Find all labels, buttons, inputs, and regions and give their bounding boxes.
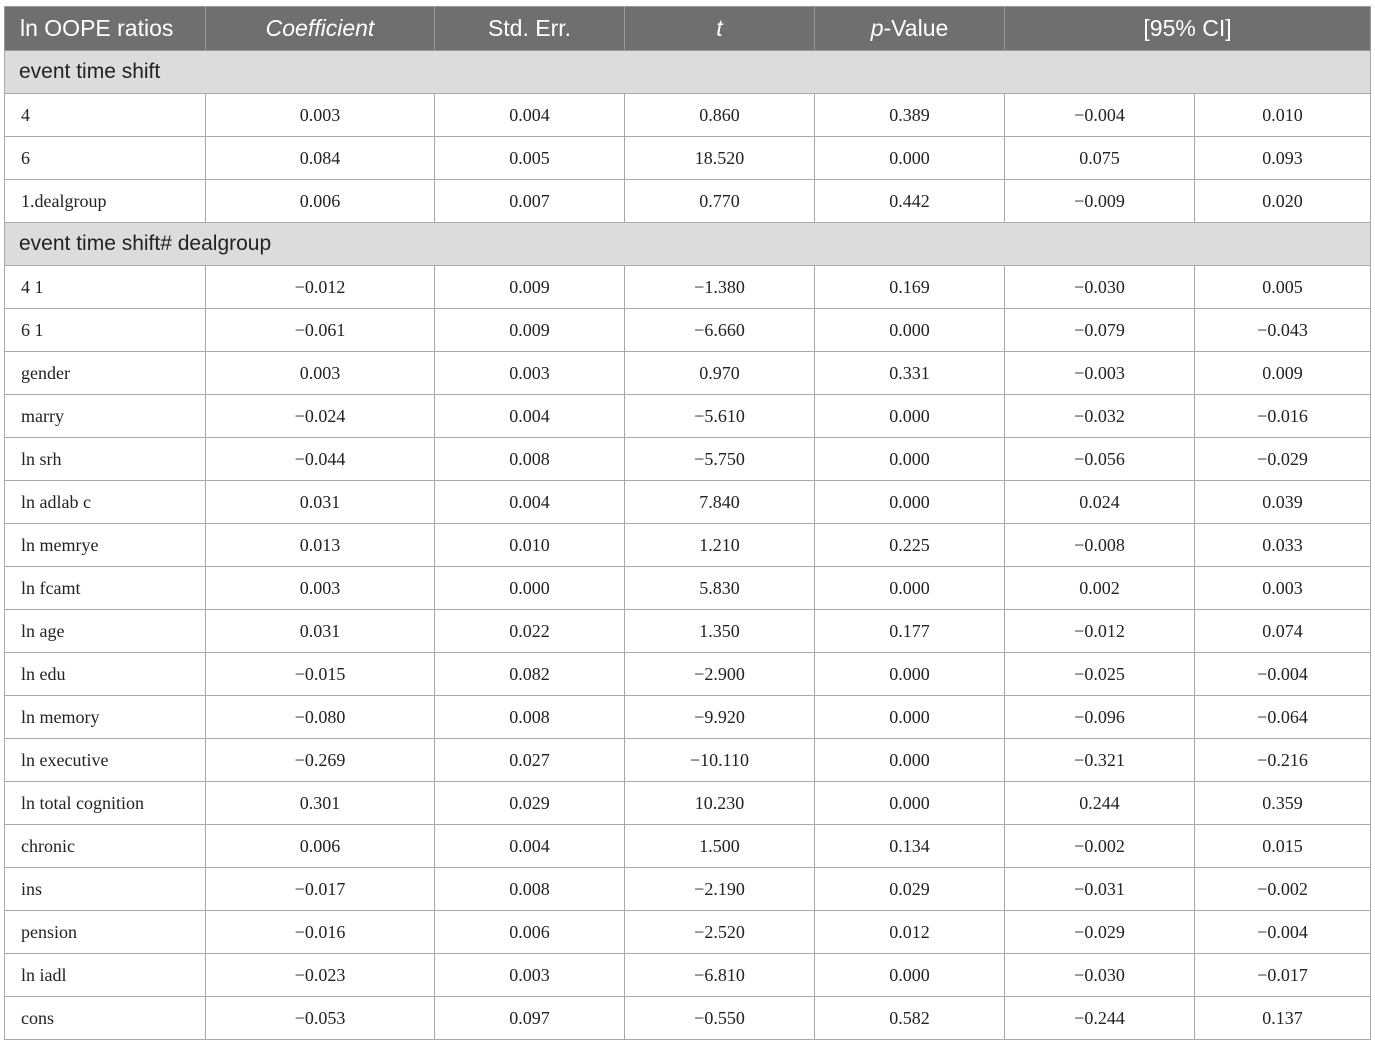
ci-high-cell: 0.015 bbox=[1195, 825, 1371, 868]
t-cell: −2.520 bbox=[625, 911, 815, 954]
p-value-cell: 0.000 bbox=[815, 481, 1005, 524]
ci-high-cell: 0.005 bbox=[1195, 266, 1371, 309]
ci-low-cell: −0.244 bbox=[1005, 997, 1195, 1040]
p-value-cell: 0.169 bbox=[815, 266, 1005, 309]
table-row bbox=[5, 180, 1371, 223]
ci-high-cell: 0.033 bbox=[1195, 524, 1371, 567]
coefficient-cell: 0.084 bbox=[206, 137, 435, 180]
std-err-cell: 0.008 bbox=[435, 868, 625, 911]
ci-high-cell: −0.216 bbox=[1195, 739, 1371, 782]
ci-low-cell: −0.002 bbox=[1005, 825, 1195, 868]
p-value-cell: 0.000 bbox=[815, 696, 1005, 739]
std-err-cell: 0.008 bbox=[435, 438, 625, 481]
std-err-cell: 0.004 bbox=[435, 395, 625, 438]
ci-high-cell: −0.043 bbox=[1195, 309, 1371, 352]
p-value-cell: 0.000 bbox=[815, 567, 1005, 610]
p-value-cell: 0.177 bbox=[815, 610, 1005, 653]
section-header-row bbox=[5, 223, 1371, 266]
coefficient-cell: −0.053 bbox=[206, 997, 435, 1040]
std-err-cell: 0.003 bbox=[435, 954, 625, 997]
t-cell: −6.660 bbox=[625, 309, 815, 352]
table-row bbox=[5, 438, 1371, 481]
t-cell: 0.970 bbox=[625, 352, 815, 395]
coefficient-cell: −0.024 bbox=[206, 395, 435, 438]
p-value-cell: 0.000 bbox=[815, 309, 1005, 352]
coefficient-cell: 0.006 bbox=[206, 825, 435, 868]
ci-low-cell: −0.079 bbox=[1005, 309, 1195, 352]
p-value-cell: 0.442 bbox=[815, 180, 1005, 223]
p-value-cell: 0.389 bbox=[815, 94, 1005, 137]
ci-high-cell: 0.003 bbox=[1195, 567, 1371, 610]
t-cell: 1.210 bbox=[625, 524, 815, 567]
std-err-cell: 0.004 bbox=[435, 825, 625, 868]
std-err-cell: 0.005 bbox=[435, 137, 625, 180]
ci-low-cell: −0.096 bbox=[1005, 696, 1195, 739]
std-err-cell: 0.097 bbox=[435, 997, 625, 1040]
section-header-row bbox=[5, 51, 1371, 94]
table-row bbox=[5, 997, 1371, 1040]
row-label: 1.dealgroup bbox=[5, 180, 206, 223]
p-value-cell: 0.029 bbox=[815, 868, 1005, 911]
ci-high-cell: −0.004 bbox=[1195, 911, 1371, 954]
ci-high-cell: 0.093 bbox=[1195, 137, 1371, 180]
header-std-err: Std. Err. bbox=[435, 7, 625, 51]
coefficient-cell: −0.269 bbox=[206, 739, 435, 782]
row-label: ins bbox=[5, 868, 206, 911]
header-p-value bbox=[815, 7, 1005, 51]
coefficient-cell: 0.006 bbox=[206, 180, 435, 223]
std-err-cell: 0.003 bbox=[435, 352, 625, 395]
coefficient-cell: 0.003 bbox=[206, 567, 435, 610]
t-cell: −0.550 bbox=[625, 997, 815, 1040]
header-t bbox=[625, 7, 815, 51]
std-err-cell: 0.004 bbox=[435, 94, 625, 137]
ci-high-cell: 0.074 bbox=[1195, 610, 1371, 653]
section-title: event time shift# dealgroup bbox=[5, 223, 1371, 266]
ci-low-cell: 0.244 bbox=[1005, 782, 1195, 825]
coefficient-cell: −0.061 bbox=[206, 309, 435, 352]
table-row bbox=[5, 94, 1371, 137]
row-label: marry bbox=[5, 395, 206, 438]
std-err-cell: 0.022 bbox=[435, 610, 625, 653]
p-value-cell: 0.000 bbox=[815, 782, 1005, 825]
p-value-cell: 0.331 bbox=[815, 352, 1005, 395]
table-row bbox=[5, 954, 1371, 997]
table-row bbox=[5, 868, 1371, 911]
ci-low-cell: −0.003 bbox=[1005, 352, 1195, 395]
t-cell: 1.500 bbox=[625, 825, 815, 868]
std-err-cell: 0.008 bbox=[435, 696, 625, 739]
t-cell: 10.230 bbox=[625, 782, 815, 825]
ci-low-cell: −0.009 bbox=[1005, 180, 1195, 223]
header-coefficient bbox=[206, 7, 435, 51]
header-p-rest: -Value bbox=[883, 15, 949, 41]
t-cell: 5.830 bbox=[625, 567, 815, 610]
ci-low-cell: −0.008 bbox=[1005, 524, 1195, 567]
coefficient-cell: 0.031 bbox=[206, 481, 435, 524]
t-cell: 18.520 bbox=[625, 137, 815, 180]
std-err-cell: 0.029 bbox=[435, 782, 625, 825]
row-label: ln edu bbox=[5, 653, 206, 696]
t-cell: 7.840 bbox=[625, 481, 815, 524]
ci-low-cell: −0.032 bbox=[1005, 395, 1195, 438]
header-ci: [95% CI] bbox=[1005, 7, 1371, 51]
row-label: 6 1 bbox=[5, 309, 206, 352]
coefficient-cell: 0.013 bbox=[206, 524, 435, 567]
row-label: gender bbox=[5, 352, 206, 395]
p-value-cell: 0.000 bbox=[815, 438, 1005, 481]
ci-low-cell: −0.030 bbox=[1005, 266, 1195, 309]
p-value-cell: 0.000 bbox=[815, 653, 1005, 696]
table-row bbox=[5, 653, 1371, 696]
ci-low-cell: −0.056 bbox=[1005, 438, 1195, 481]
table-row bbox=[5, 266, 1371, 309]
ci-low-cell: 0.075 bbox=[1005, 137, 1195, 180]
coefficient-cell: −0.044 bbox=[206, 438, 435, 481]
row-label: ln adlab c bbox=[5, 481, 206, 524]
table-row bbox=[5, 352, 1371, 395]
ci-low-cell: −0.030 bbox=[1005, 954, 1195, 997]
p-value-cell: 0.000 bbox=[815, 954, 1005, 997]
ci-high-cell: −0.029 bbox=[1195, 438, 1371, 481]
row-label: 4 bbox=[5, 94, 206, 137]
row-label: ln fcamt bbox=[5, 567, 206, 610]
t-cell: 0.860 bbox=[625, 94, 815, 137]
p-value-cell: 0.012 bbox=[815, 911, 1005, 954]
p-value-cell: 0.000 bbox=[815, 739, 1005, 782]
p-value-cell: 0.225 bbox=[815, 524, 1005, 567]
std-err-cell: 0.006 bbox=[435, 911, 625, 954]
coefficient-cell: −0.023 bbox=[206, 954, 435, 997]
p-value-cell: 0.582 bbox=[815, 997, 1005, 1040]
row-label: ln memory bbox=[5, 696, 206, 739]
table-body bbox=[5, 51, 1371, 1040]
row-label: ln total cognition bbox=[5, 782, 206, 825]
coefficient-cell: 0.003 bbox=[206, 94, 435, 137]
coefficient-cell: −0.017 bbox=[206, 868, 435, 911]
row-label: ln memrye bbox=[5, 524, 206, 567]
t-cell: −5.750 bbox=[625, 438, 815, 481]
table-row bbox=[5, 825, 1371, 868]
std-err-cell: 0.000 bbox=[435, 567, 625, 610]
header-t-label: t bbox=[716, 15, 723, 41]
ci-high-cell: 0.009 bbox=[1195, 352, 1371, 395]
coefficient-cell: −0.016 bbox=[206, 911, 435, 954]
coefficient-cell: −0.015 bbox=[206, 653, 435, 696]
ci-low-cell: −0.321 bbox=[1005, 739, 1195, 782]
row-label: 4 1 bbox=[5, 266, 206, 309]
header-coefficient-label: Coefficient bbox=[265, 15, 375, 41]
ci-high-cell: 0.137 bbox=[1195, 997, 1371, 1040]
ci-high-cell: −0.016 bbox=[1195, 395, 1371, 438]
table-header bbox=[5, 7, 1371, 51]
table-row bbox=[5, 782, 1371, 825]
row-label: pension bbox=[5, 911, 206, 954]
table-row bbox=[5, 524, 1371, 567]
ci-high-cell: 0.359 bbox=[1195, 782, 1371, 825]
ci-low-cell: −0.025 bbox=[1005, 653, 1195, 696]
header-variable: ln OOPE ratios bbox=[5, 7, 206, 51]
table-row bbox=[5, 739, 1371, 782]
row-label: chronic bbox=[5, 825, 206, 868]
coefficient-cell: 0.301 bbox=[206, 782, 435, 825]
table-row bbox=[5, 137, 1371, 180]
ci-high-cell: −0.064 bbox=[1195, 696, 1371, 739]
std-err-cell: 0.027 bbox=[435, 739, 625, 782]
table-row bbox=[5, 567, 1371, 610]
table-row bbox=[5, 481, 1371, 524]
t-cell: 0.770 bbox=[625, 180, 815, 223]
t-cell: −2.900 bbox=[625, 653, 815, 696]
p-value-cell: 0.000 bbox=[815, 137, 1005, 180]
table-row bbox=[5, 309, 1371, 352]
ci-high-cell: −0.002 bbox=[1195, 868, 1371, 911]
table-row bbox=[5, 610, 1371, 653]
table-row bbox=[5, 395, 1371, 438]
ci-low-cell: −0.004 bbox=[1005, 94, 1195, 137]
row-label: ln age bbox=[5, 610, 206, 653]
row-label: cons bbox=[5, 997, 206, 1040]
section-title: event time shift bbox=[5, 51, 1371, 94]
coefficient-cell: −0.012 bbox=[206, 266, 435, 309]
ci-high-cell: −0.004 bbox=[1195, 653, 1371, 696]
ci-low-cell: −0.031 bbox=[1005, 868, 1195, 911]
std-err-cell: 0.007 bbox=[435, 180, 625, 223]
t-cell: 1.350 bbox=[625, 610, 815, 653]
coefficient-cell: −0.080 bbox=[206, 696, 435, 739]
row-label: ln executive bbox=[5, 739, 206, 782]
t-cell: −9.920 bbox=[625, 696, 815, 739]
std-err-cell: 0.004 bbox=[435, 481, 625, 524]
p-value-cell: 0.000 bbox=[815, 395, 1005, 438]
table-row bbox=[5, 911, 1371, 954]
ci-high-cell: 0.039 bbox=[1195, 481, 1371, 524]
std-err-cell: 0.009 bbox=[435, 266, 625, 309]
table-row bbox=[5, 696, 1371, 739]
t-cell: −10.110 bbox=[625, 739, 815, 782]
ci-high-cell: 0.010 bbox=[1195, 94, 1371, 137]
regression-table bbox=[4, 6, 1371, 1040]
std-err-cell: 0.010 bbox=[435, 524, 625, 567]
ci-high-cell: 0.020 bbox=[1195, 180, 1371, 223]
p-value-cell: 0.134 bbox=[815, 825, 1005, 868]
ci-high-cell: −0.017 bbox=[1195, 954, 1371, 997]
ci-low-cell: −0.012 bbox=[1005, 610, 1195, 653]
ci-low-cell: −0.029 bbox=[1005, 911, 1195, 954]
std-err-cell: 0.009 bbox=[435, 309, 625, 352]
t-cell: −1.380 bbox=[625, 266, 815, 309]
row-label: ln srh bbox=[5, 438, 206, 481]
std-err-cell: 0.082 bbox=[435, 653, 625, 696]
t-cell: −2.190 bbox=[625, 868, 815, 911]
t-cell: −5.610 bbox=[625, 395, 815, 438]
row-label: ln iadl bbox=[5, 954, 206, 997]
coefficient-cell: 0.031 bbox=[206, 610, 435, 653]
t-cell: −6.810 bbox=[625, 954, 815, 997]
header-p-italic: p bbox=[870, 15, 884, 41]
row-label: 6 bbox=[5, 137, 206, 180]
ci-low-cell: 0.024 bbox=[1005, 481, 1195, 524]
ci-low-cell: 0.002 bbox=[1005, 567, 1195, 610]
coefficient-cell: 0.003 bbox=[206, 352, 435, 395]
